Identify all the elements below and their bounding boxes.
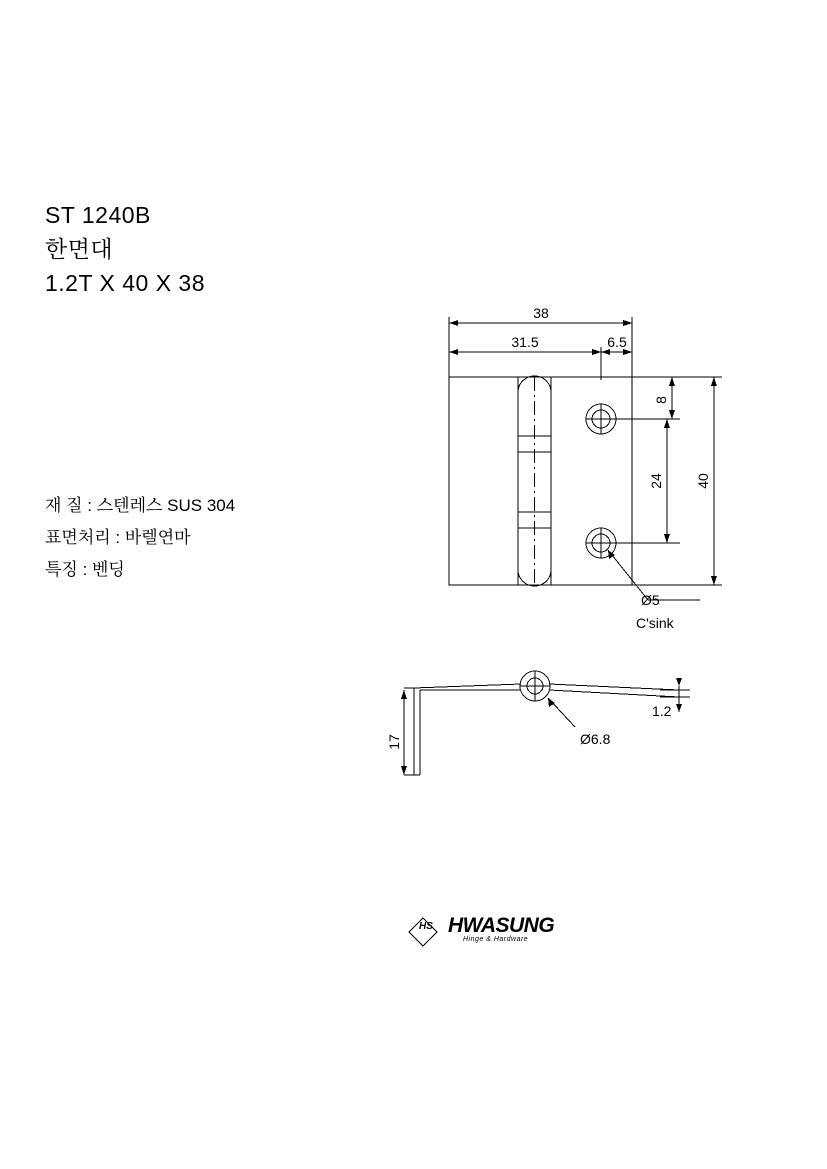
spec-feature: 특징 : 벤딩: [45, 560, 125, 579]
dim-hole-top: 8: [653, 396, 669, 404]
logo-mark: HS: [419, 921, 433, 932]
callout-knuckle-diameter: Ø6.8: [580, 731, 611, 747]
spec-surface-treatment: 표면처리 : 바렐연마: [45, 528, 191, 547]
dim-leaf-width: 31.5: [511, 334, 539, 350]
dim-edge-offset: 6.5: [607, 334, 627, 350]
callout-hole-type: C'sink: [636, 615, 674, 631]
dim-hole-spacing: 24: [648, 473, 664, 489]
logo-tagline: Hinge & Hardware: [463, 936, 529, 943]
page-subtitle: 한면대: [45, 236, 114, 262]
page-dimension-text: 1.2T X 40 X 38: [45, 270, 206, 296]
dim-overall-width: 38: [533, 305, 549, 321]
dim-thickness: 1.2: [652, 703, 672, 719]
company-logo: [408, 912, 558, 952]
logo-brand: HWASUNG: [448, 914, 555, 937]
callout-hole-diameter: Ø5: [641, 592, 660, 608]
dim-overall-height: 40: [695, 473, 711, 489]
page-title: ST 1240B: [45, 202, 151, 228]
dim-side-height: 17: [386, 734, 402, 750]
spec-material: 재 질 : 스텐레스 SUS 304: [45, 496, 236, 515]
